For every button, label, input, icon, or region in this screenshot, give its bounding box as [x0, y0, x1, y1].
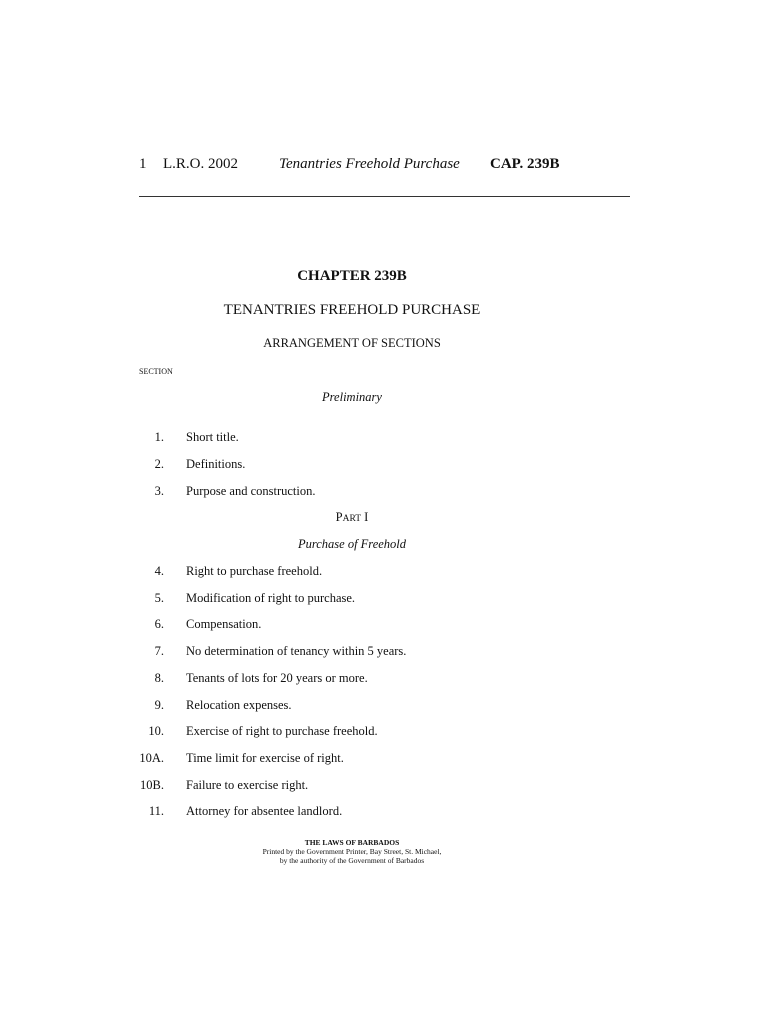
- section-title: Relocation expenses.: [186, 698, 292, 712]
- section-number: 5.: [154, 591, 164, 605]
- section-title: Compensation.: [186, 617, 262, 631]
- header-cap: CAP. 239B: [490, 156, 560, 172]
- section-number: 11.: [148, 804, 164, 818]
- header-page-number: 1: [139, 156, 147, 172]
- section-number: 4.: [154, 564, 164, 578]
- header-running-title: Tenantries Freehold Purchase: [279, 156, 460, 172]
- section-number: 10A.: [139, 751, 164, 765]
- section-title: Failure to exercise right.: [186, 778, 309, 792]
- footer-authority: by the authority of the Government of Barbados: [279, 856, 425, 865]
- section-title: Exercise of right to purchase freehold.: [186, 724, 378, 738]
- section-number: 3.: [154, 484, 164, 498]
- section-number: 10B.: [140, 778, 164, 792]
- preliminary-heading: Preliminary: [322, 390, 382, 404]
- section-title: No determination of tenancy within 5 years.: [186, 644, 407, 658]
- section-number: 2.: [154, 457, 164, 471]
- section-title: Modification of right to purchase.: [186, 591, 356, 605]
- section-title: Purpose and construction.: [186, 484, 316, 498]
- chapter-heading: CHAPTER 239B: [297, 268, 407, 284]
- section-title: Short title.: [186, 430, 239, 444]
- header-edition: L.R.O. 2002: [163, 156, 238, 172]
- header-rule: [139, 196, 630, 197]
- section-number: 10.: [148, 724, 164, 738]
- section-title: Definitions.: [186, 457, 246, 471]
- section-number: 6.: [154, 617, 164, 631]
- part-subheading: Purchase of Freehold: [297, 537, 407, 551]
- footer-printer: Printed by the Government Printer, Bay Street, St. Michael,: [262, 847, 442, 856]
- part-number: I: [364, 510, 369, 524]
- part-word-rest: ART: [342, 514, 362, 524]
- section-title: Right to purchase freehold.: [186, 564, 323, 578]
- footer-laws-title: THE LAWS OF BARBADOS: [304, 838, 400, 847]
- section-number: 1.: [154, 430, 164, 444]
- part-heading: [0, 510, 704, 525]
- section-title: Tenants of lots for 20 years or more.: [186, 671, 368, 685]
- chapter-title: TENANTRIES FREEHOLD PURCHASE: [223, 302, 481, 318]
- part-word-cap: P: [335, 510, 343, 524]
- section-label: SECTION: [139, 367, 173, 376]
- section-title: Attorney for absentee landlord.: [186, 804, 343, 818]
- arrangement-heading: ARRANGEMENT OF SECTIONS: [263, 336, 441, 350]
- section-number: 8.: [154, 671, 164, 685]
- section-number: 7.: [154, 644, 164, 658]
- section-title: Time limit for exercise of right.: [186, 751, 344, 765]
- section-number: 9.: [154, 698, 164, 712]
